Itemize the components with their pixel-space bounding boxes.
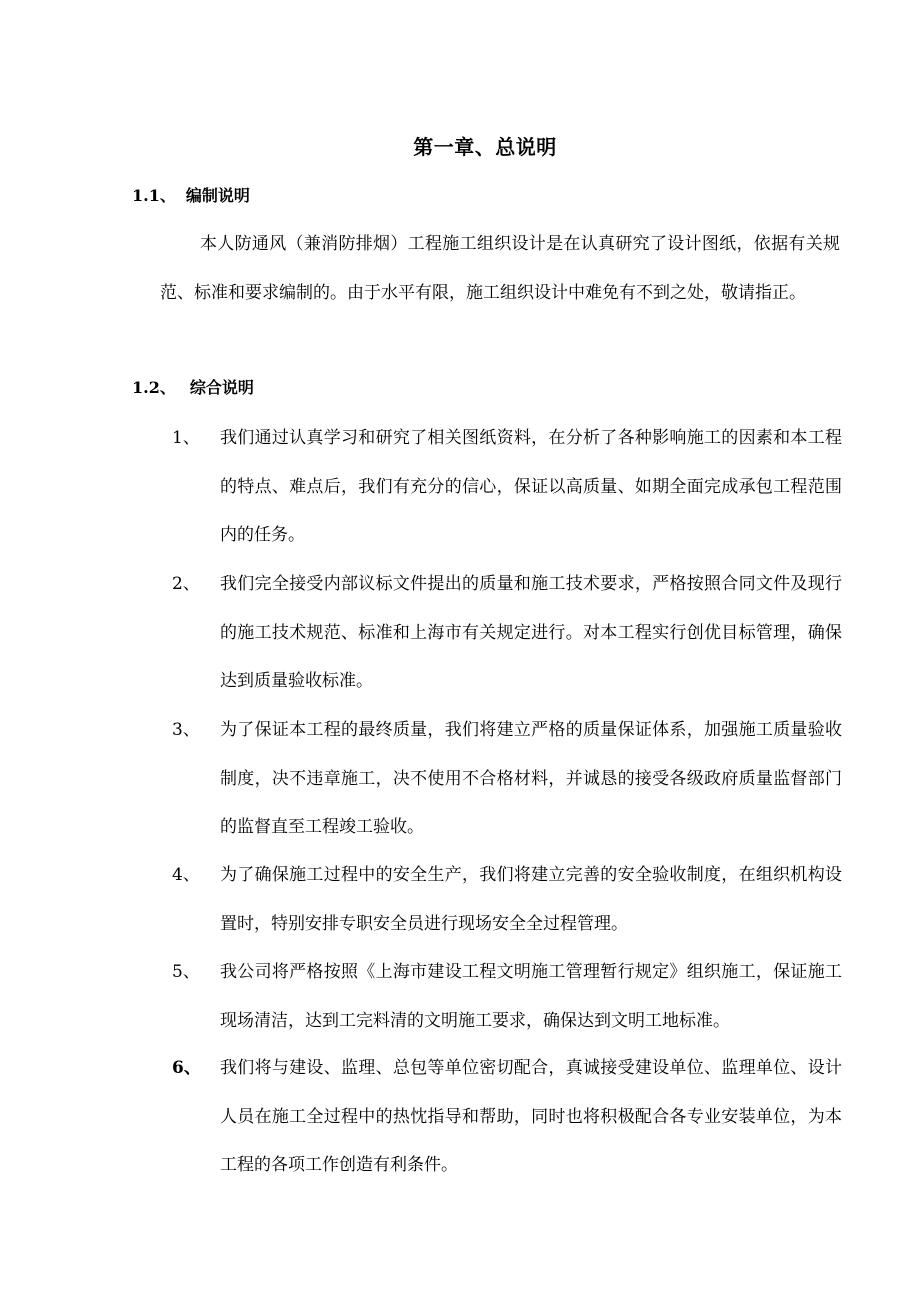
section-heading-1-1: [132, 184, 250, 208]
list-item: [172, 560, 842, 706]
list-item: [172, 851, 842, 948]
list-item-text: 为了保证本工程的最终质量，我们将建立严格的质量保证体系，加强施工质量验收制度，决不违章施工，决不使用不合格材料，并诚恳的接受各级政府质量监督部门的监督直至工程竣工验收。: [220, 720, 842, 837]
list-item: [172, 1044, 842, 1190]
list-item: [172, 948, 842, 1045]
list-item: [172, 414, 842, 560]
list-item-text: 我公司将严格按照《上海市建设工程文明施工管理暂行规定》组织施工，保证施工现场清洁，达到工完料清的文明施工要求，确保达到文明工地标准。: [220, 962, 842, 1031]
list-item-text: 我们将与建设、监理、总包等单位密切配合，真诚接受建设单位、监理单位、设计人员在施工全过程中的热忱指导和帮助，同时也将积极配合各专业安装单位，为本工程的各项工作创造有利条件。: [220, 1058, 842, 1175]
section-number: 1.2、: [132, 378, 176, 397]
section-heading-1-2: [132, 376, 254, 400]
section-paragraph: 本人防通风（兼消防排烟）工程施工组织设计是在认真研究了设计图纸，依据有关规范、标准和要求编制的。由于水平有限，施工组织设计中难免有不到之处，敬请指正。: [160, 234, 840, 303]
section-number: 1.1、: [132, 186, 176, 205]
section-title: 编制说明: [185, 186, 250, 205]
section-title: 综合说明: [189, 378, 254, 397]
list-item-text: 为了确保施工过程中的安全生产，我们将建立完善的安全验收制度，在组织机构设置时，特别安排专职安全员进行现场安全全过程管理。: [220, 865, 842, 934]
list-item-number: 1、: [172, 428, 200, 448]
list-item-number: 4、: [172, 865, 200, 885]
list-item: [172, 706, 842, 852]
list-item-number: 6、: [172, 1058, 201, 1078]
list-item-number: 3、: [172, 720, 200, 740]
chapter-title: 第一章、总说明: [413, 135, 557, 159]
list-item-text: 我们完全接受内部议标文件提出的质量和施工技术要求，严格按照合同文件及现行的施工技术规范、标准和上海市有关规定进行。对本工程实行创优目标管理，确保达到质量验收标准。: [220, 574, 842, 691]
list-item-text: 我们通过认真学习和研究了相关图纸资料，在分析了各种影响施工的因素和本工程的特点、难点后，我们有充分的信心，保证以高质量、如期全面完成承包工程范围内的任务。: [220, 428, 842, 545]
list-item-number: 5、: [172, 962, 200, 982]
list-item-number: 2、: [172, 574, 200, 594]
